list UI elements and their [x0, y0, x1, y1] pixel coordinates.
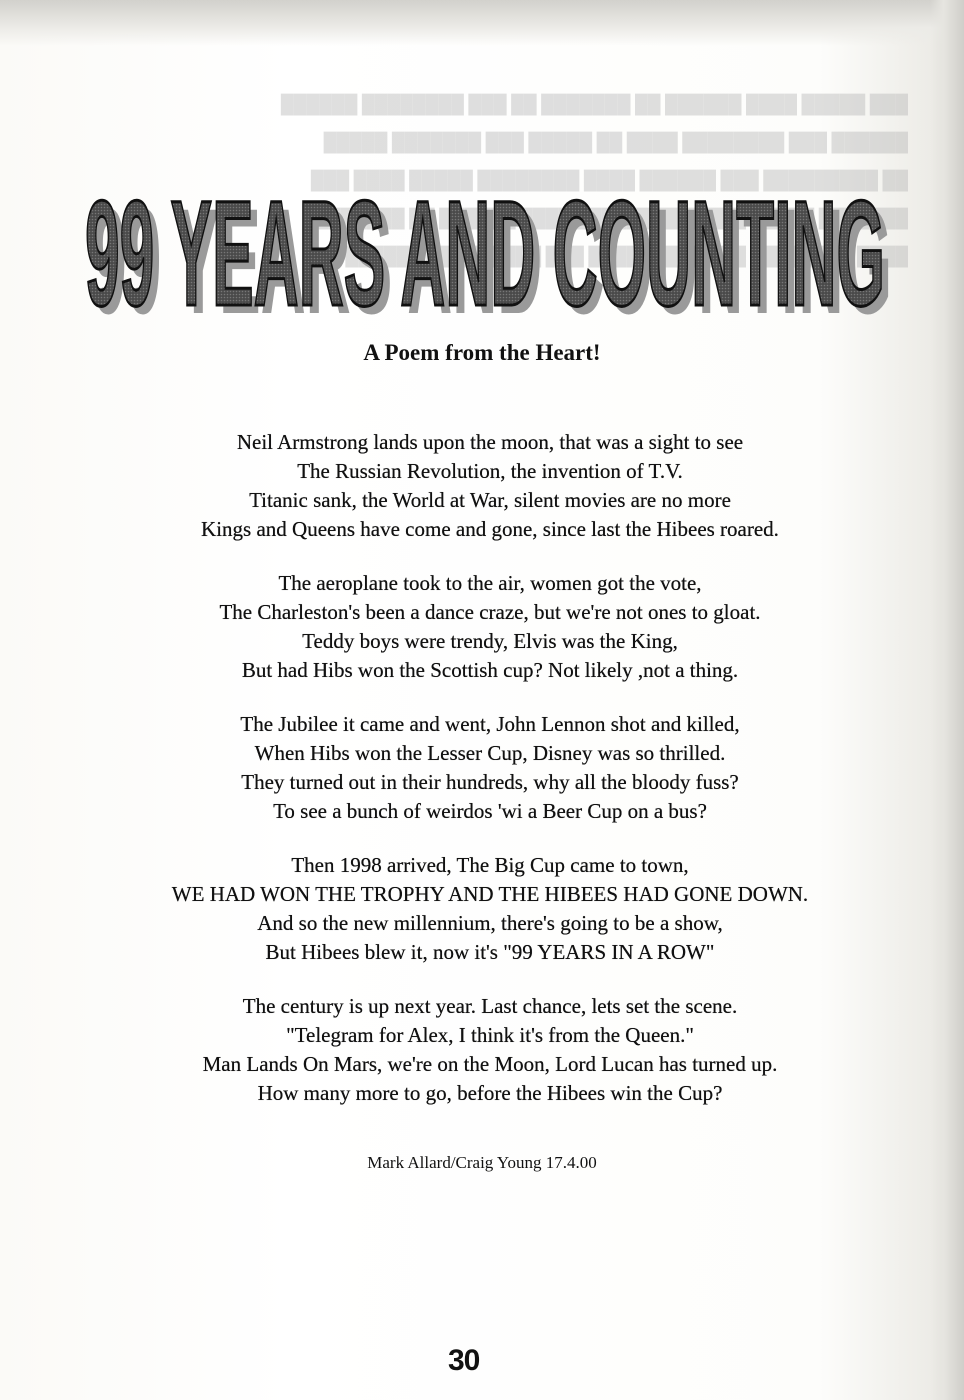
- poem-line: The Russian Revolution, the invention of T.V.: [297, 459, 683, 483]
- stanza: [90, 428, 890, 544]
- stanza: [90, 569, 890, 685]
- poem-line: And so the new millennium, there's going to be a show,: [257, 911, 723, 935]
- poem-line: But had Hibs won the Scottish cup? Not likely ,not a thing.: [241, 658, 739, 682]
- poem-line: The Jubilee it came and went, John Lennon shot and killed,: [240, 712, 740, 736]
- poem-line: Kings and Queens have come and gone, since last the Hibees roared.: [201, 517, 779, 541]
- poem-line: "Telegram for Alex, I think it's from the Queen.": [286, 1023, 694, 1047]
- page-right-shadow: [930, 0, 964, 1400]
- title-banner: [70, 185, 900, 325]
- poem-line: WE HAD WON THE TROPHY AND THE HIBEES HAD GONE DOWN.: [171, 882, 809, 906]
- stanza: [90, 851, 890, 967]
- poem-line: They turned out in their hundreds, why all the bloody fuss?: [241, 770, 739, 794]
- title-shadow: 99 YEARS AND COUNTING: [92, 185, 892, 325]
- poem-body: [90, 428, 890, 1133]
- page-top-shadow: [0, 0, 964, 46]
- poem-line: Neil Armstrong lands upon the moon, that was a sight to see: [236, 430, 744, 454]
- poem-subtitle: A Poem from the Heart!: [363, 340, 601, 365]
- page-title: 99 YEARS AND COUNTING: [85, 185, 885, 325]
- poem-credit: Mark Allard/Craig Young 17.4.00: [367, 1153, 597, 1172]
- poem-line: Then 1998 arrived, The Big Cup came to town,: [291, 853, 689, 877]
- poem-line: The aeroplane took to the air, women got the vote,: [278, 571, 702, 595]
- stanza: [90, 710, 890, 826]
- poem-line: The Charleston's been a dance craze, but we're not ones to gloat.: [219, 600, 761, 624]
- poem-line: Teddy boys were trendy, Elvis was the King,: [302, 629, 678, 653]
- poem-line: To see a bunch of weirdos 'wi a Beer Cup on a bus?: [273, 799, 707, 823]
- title-graphic: [70, 185, 900, 325]
- page-number: 30: [448, 1344, 480, 1377]
- poem-line: How many more to go, before the Hibees win the Cup?: [257, 1081, 723, 1105]
- bleed-through-texture: ███ █████ ████ ██████ ██ ███████ ██ ███ ████████ ██████ ██████ ███ ████████ ████ ██ █████ ███ ███████ █████ ██ █████████ ███ ██████ ████ ████████ █████ ████ ███ ███████ █████ ███ ██████████ ████ ██████ ██ ███████ ████ ████████ █████ ███████ ███ █████████ ██████: [280, 94, 908, 266]
- poem-line: The century is up next year. Last chance, lets set the scene.: [242, 994, 738, 1018]
- poem-line: Man Lands On Mars, we're on the Moon, Lord Lucan has turned up.: [202, 1052, 778, 1076]
- poem-line: But Hibees blew it, now it's "99 YEARS IN A ROW": [265, 940, 715, 964]
- poem-line: When Hibs won the Lesser Cup, Disney was so thrilled.: [254, 741, 726, 765]
- stanza: [90, 992, 890, 1108]
- poem-line: Titanic sank, the World at War, silent movies are no more: [249, 488, 731, 512]
